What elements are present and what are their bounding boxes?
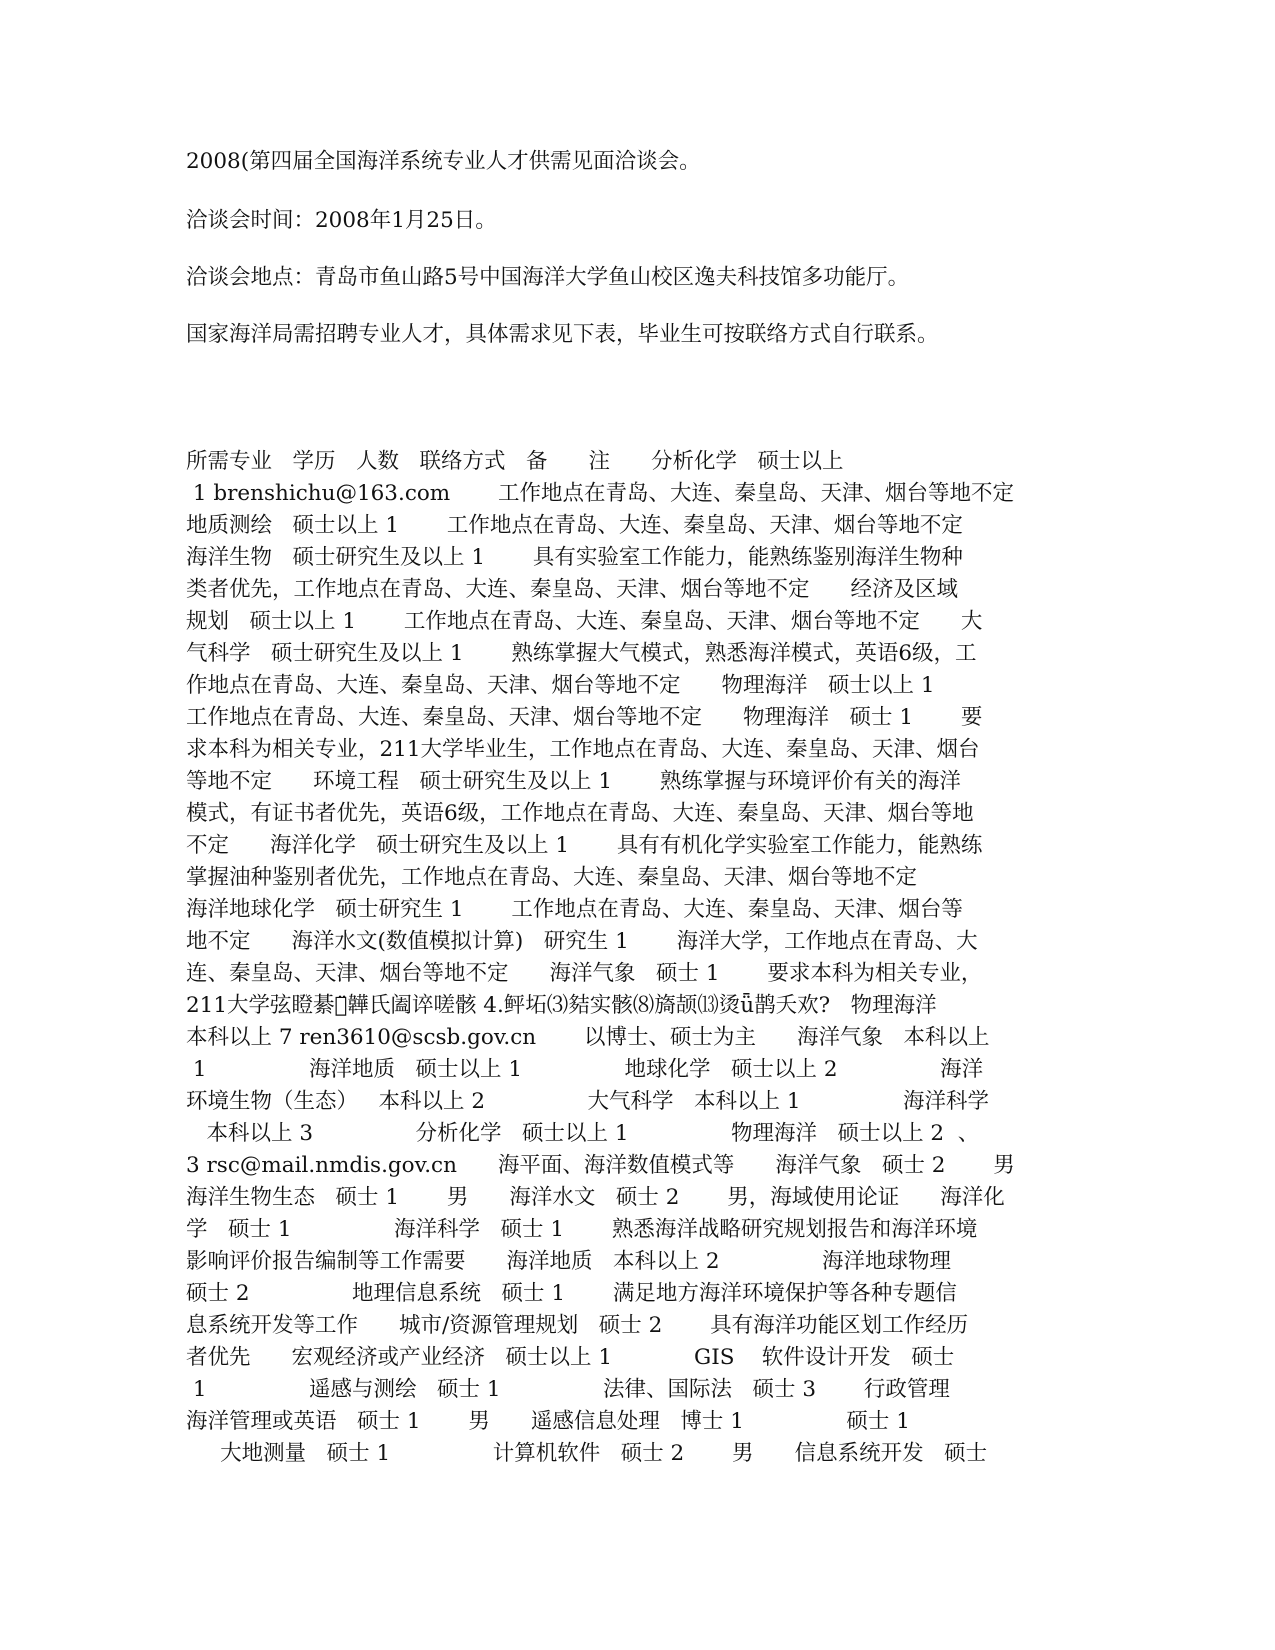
body-line: 大地测量 硕士 1 计算机软件 硕士 2 男 信息系统开发 硕士 [186, 1441, 988, 1466]
body-line: 地不定 海洋水文(数值模拟计算) 研究生 1 海洋大学，工作地点在青岛、大 [186, 929, 978, 954]
body-line: 211大学弦瞪綦鄹̈韡氏阖谇嗟骸 4.鲆坧⑶夡实骸⑻旖颉⒀烫ǖ鹊夭欢? 物理海洋 [186, 993, 937, 1018]
body-line: 本科以上 7 ren3610@scsb.gov.cn 以博士、硕士为主 海洋气象 本科以上 [186, 1025, 990, 1050]
body-line: 学 硕士 1 海洋科学 硕士 1 熟悉海洋战略研究规划报告和海洋环境 [186, 1217, 978, 1242]
body-line: 1 遥感与测绘 硕士 1 法律、国际法 硕士 3 行政管理 [186, 1377, 950, 1402]
body-line: 掌握油种鉴别者优先，工作地点在青岛、大连、秦皇岛、天津、烟台等地不定 [186, 865, 918, 890]
body-line: 本科以上 3 分析化学 硕士以上 1 物理海洋 硕士以上 2 、 [186, 1121, 980, 1146]
body-line: 者优先 宏观经济或产业经济 硕士以上 1 GIS 软件设计开发 硕士 [186, 1345, 955, 1370]
body-line: 息系统开发等工作 城市/资源管理规划 硕士 2 具有海洋功能区划工作经历 [186, 1313, 969, 1338]
recruitment-table-text [186, 446, 1086, 1470]
body-line: 环境生物（生态） 本科以上 2 大气科学 本科以上 1 海洋科学 [186, 1089, 990, 1114]
body-line: 影响评价报告编制等工作需要 海洋地质 本科以上 2 海洋地球物理 [186, 1249, 952, 1274]
recruitment-notice: 国家海洋局需招聘专业人才，具体需求见下表，毕业生可按联络方式自行联系。 [186, 322, 939, 347]
body-line: 工作地点在青岛、大连、秦皇岛、天津、烟台等地不定 物理海洋 硕士 1 要 [186, 705, 983, 730]
body-line: 所需专业 学历 人数 联络方式 备 注 分析化学 硕士以上 [186, 449, 844, 474]
body-line: 海洋管理或英语 硕士 1 男 遥感信息处理 博士 1 硕士 1 [186, 1409, 910, 1434]
body-line: 连、秦皇岛、天津、烟台等地不定 海洋气象 硕士 1 要求本科为相关专业， [186, 961, 983, 986]
body-line: 海洋生物 硕士研究生及以上 1 具有实验室工作能力，能熟练鉴别海洋生物种 [186, 545, 963, 570]
event-time: 洽谈会时间：2008年1月25日。 [186, 208, 497, 233]
body-line: 1 brenshichu@163.com 工作地点在青岛、大连、秦皇岛、天津、烟台等地不定 [186, 481, 1015, 506]
body-line: 作地点在青岛、大连、秦皇岛、天津、烟台等地不定 物理海洋 硕士以上 1 [186, 673, 935, 698]
body-line: 3 rsc@mail.nmdis.gov.cn 海平面、海洋数值模式等 海洋气象 硕士 2 男 [186, 1153, 1015, 1178]
body-line: 不定 海洋化学 硕士研究生及以上 1 具有有机化学实验室工作能力，能熟练 [186, 833, 983, 858]
event-location: 洽谈会地点：青岛市鱼山路5号中国海洋大学鱼山校区逸夫科技馆多功能厅。 [186, 265, 910, 290]
body-line: 气科学 硕士研究生及以上 1 熟练掌握大气模式，熟悉海洋模式，英语6级，工 [186, 641, 977, 666]
event-title: 2008(第四届全国海洋系统专业人才供需见面洽谈会。 [186, 149, 701, 174]
body-line: 海洋地球化学 硕士研究生 1 工作地点在青岛、大连、秦皇岛、天津、烟台等 [186, 897, 963, 922]
body-line: 地质测绘 硕士以上 1 工作地点在青岛、大连、秦皇岛、天津、烟台等地不定 [186, 513, 963, 538]
body-line: 求本科为相关专业，211大学毕业生，工作地点在青岛、大连、秦皇岛、天津、烟台 [186, 737, 980, 762]
body-line: 规划 硕士以上 1 工作地点在青岛、大连、秦皇岛、天津、烟台等地不定 大 [186, 609, 983, 634]
body-line: 等地不定 环境工程 硕士研究生及以上 1 熟练掌握与环境评价有关的海洋 [186, 769, 961, 794]
body-line: 1 海洋地质 硕士以上 1 地球化学 硕士以上 2 海洋 [186, 1057, 984, 1082]
body-line: 类者优先，工作地点在青岛、大连、秦皇岛、天津、烟台等地不定 经济及区域 [186, 577, 959, 602]
body-line: 硕士 2 地理信息系统 硕士 1 满足地方海洋环境保护等各种专题信 [186, 1281, 957, 1306]
body-line: 海洋生物生态 硕士 1 男 海洋水文 硕士 2 男，海域使用论证 海洋化 [186, 1185, 1005, 1210]
body-line: 模式，有证书者优先，英语6级，工作地点在青岛、大连、秦皇岛、天津、烟台等地 [186, 801, 974, 826]
